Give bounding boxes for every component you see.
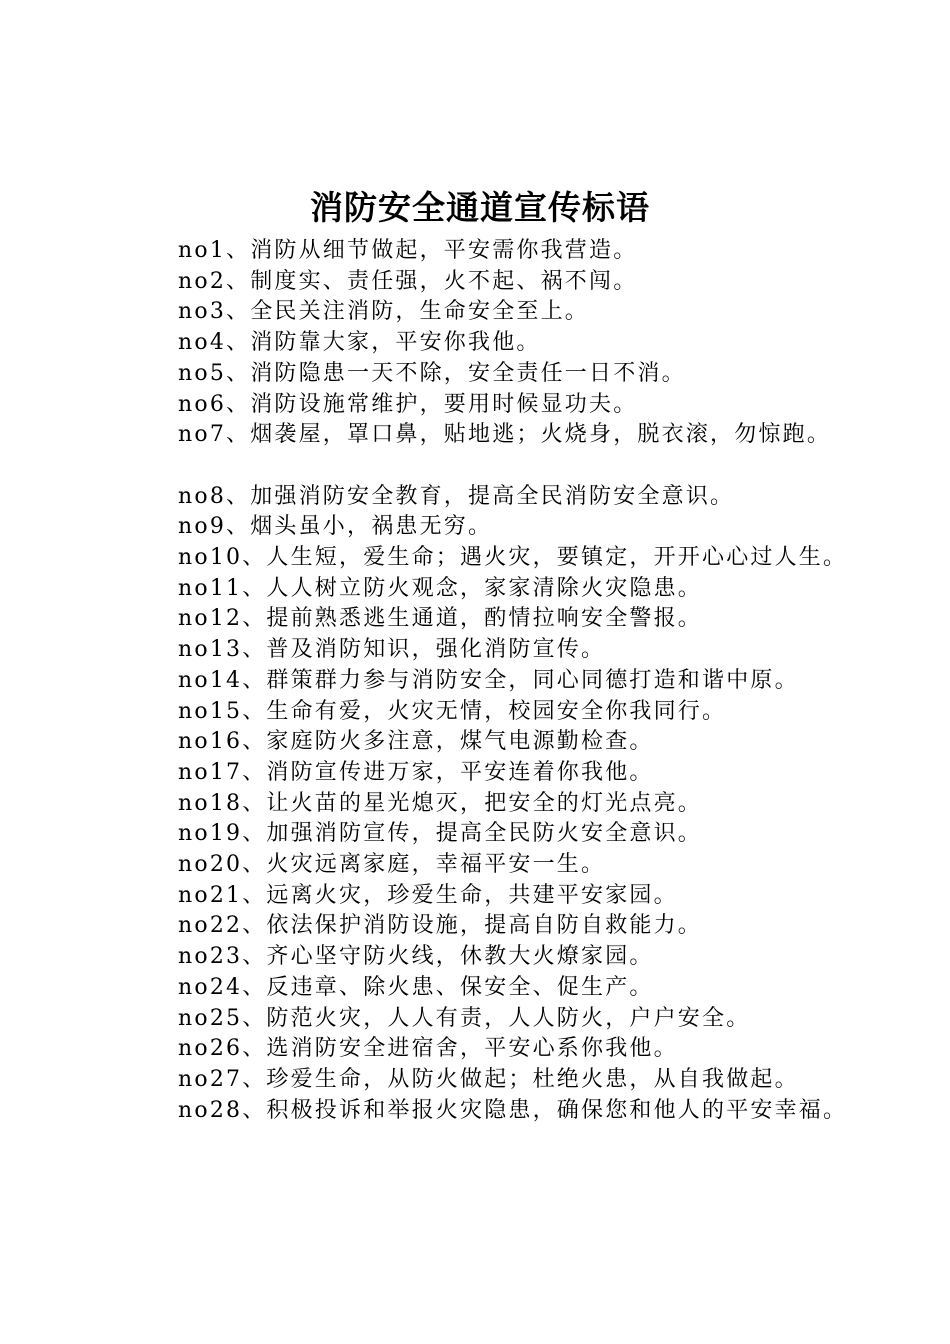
slogan-item-20: no20、火灾远离家庭，幸福平安一生。 [178,852,606,878]
paragraph-spacer [130,451,865,482]
slogan-item-11: no11、人人树立防火观念，家家清除火灾隐患。 [178,575,703,601]
slogan-item-25: no25、防范火灾，人人有责，人人防火，户户安全。 [178,1005,751,1031]
slogan-item-1: no1、消防从细节做起，平安需你我营造。 [178,238,638,263]
slogan-item-6: no6、消防设施常维护，要用时候显功夫。 [178,391,638,417]
slogan-item-27: no27、珍爱生命，从防火做起；杜绝火患，从自我做起。 [178,1066,799,1092]
slogan-item-2: no2、制度实、责任强，火不起、祸不闯。 [178,268,638,294]
slogan-item-26: no26、选消防安全进宿舍，平安心系你我他。 [178,1036,678,1062]
slogan-item-15: no15、生命有爱，火灾无情，校园安全你我同行。 [178,698,727,724]
slogan-item-16: no16、家庭防火多注意，煤气电源勤检查。 [178,729,654,755]
slogan-item-12: no12、提前熟悉逃生通道，酌情拉响安全警报。 [178,606,703,632]
slogan-item-28: no28、积极投诉和举报火灾隐患，确保您和他人的平安幸福。 [178,1097,848,1123]
slogan-item-3: no3、全民关注消防，生命安全至上。 [178,299,590,325]
slogan-item-14: no14、群策群力参与消防安全，同心同德打造和谐中原。 [178,667,799,693]
slogan-list [130,236,865,1126]
slogan-item-19: no19、加强消防宣传，提高全民防火安全意识。 [178,821,703,847]
document-title: 消防安全通道宣传标语 [310,188,650,227]
slogan-item-22: no22、依法保护消防设施，提高自防自救能力。 [178,913,703,939]
slogan-item-13: no13、普及消防知识，强化消防宣传。 [178,637,606,663]
slogan-item-24: no24、反违章、除火患、保安全、促生产。 [178,974,654,1000]
slogan-item-23: no23、齐心坚守防火线，休教大火燎家园。 [178,944,654,970]
slogan-item-5: no5、消防隐患一天不除，安全责任一日不消。 [178,360,686,386]
slogan-item-7: no7、烟袭屋，罩口鼻，贴地逃；火烧身，脱衣滚，勿惊跑。 [178,422,832,448]
slogan-item-9: no9、烟头虽小，祸患无穷。 [178,514,493,540]
slogan-item-18: no18、让火苗的星光熄灭，把安全的灯光点亮。 [178,790,703,816]
slogan-item-4: no4、消防靠大家，平安你我他。 [178,330,541,356]
slogan-item-17: no17、消防宣传进万家，平安连着你我他。 [178,759,654,785]
slogan-item-10: no10、人生短，爱生命；遇火灾，要镇定，开开心心过人生。 [178,545,848,571]
slogan-item-21: no21、远离火灾，珍爱生命，共建平安家园。 [178,882,678,908]
slogan-item-8: no8、加强消防安全教育，提高全民消防安全意识。 [178,483,735,509]
